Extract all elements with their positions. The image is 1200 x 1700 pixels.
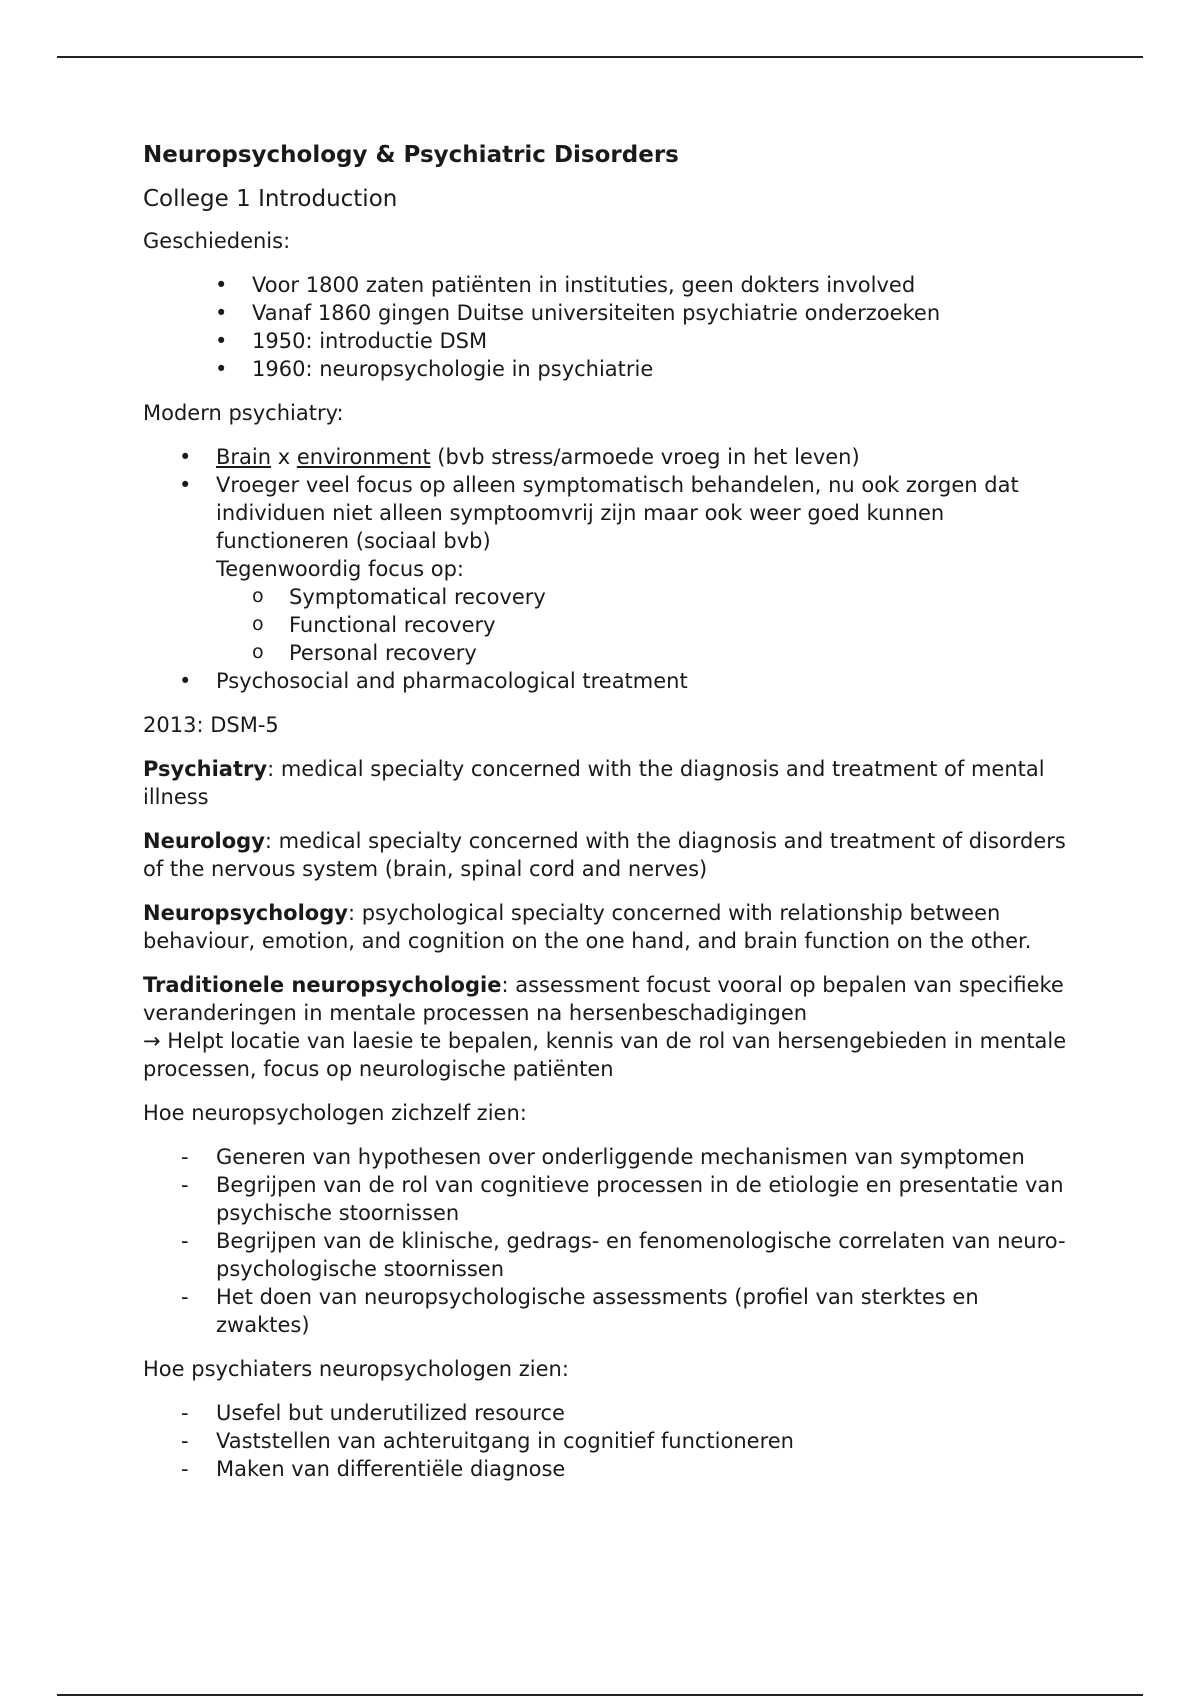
top-rule bbox=[57, 56, 1143, 58]
definition-note: → Helpt locatie van laesie te bepalen, kennis van de rol van hersengebieden in mentale processen, focus op neurologische patiënten bbox=[143, 1029, 1067, 1081]
definition-neurology bbox=[143, 827, 1073, 883]
list-item: - Begrijpen van de rol van cognitieve processen in de etiologie en presentatie van psychische stoornissen bbox=[143, 1171, 1073, 1227]
brain-term: Brain bbox=[216, 445, 272, 469]
list-item: - Begrijpen van de klinische, gedrags- en fenomenologische correlaten van neuro-psychologische stoornissen bbox=[143, 1227, 1073, 1283]
times-sign: x bbox=[271, 445, 297, 469]
dsm-line: 2013: DSM-5 bbox=[143, 713, 279, 737]
modern-list bbox=[143, 443, 1073, 695]
history-heading: Geschiedenis: bbox=[143, 229, 291, 253]
self-view-heading: Hoe neuropsychologen zichzelf zien: bbox=[143, 1101, 527, 1125]
list-item-text: (bvb stress/armoede vroeg in het leven) bbox=[430, 445, 860, 469]
list-item: - Usefel but underutilized resource bbox=[143, 1399, 1073, 1427]
modern-heading: Modern psychiatry: bbox=[143, 401, 344, 425]
definition-text: : medical specialty concerned with the diagnosis and treatment of mental illness bbox=[143, 757, 1045, 809]
history-list bbox=[143, 271, 1073, 383]
list-item: - Generen van hypothesen over onderliggende mechanismen van symptomen bbox=[143, 1143, 1073, 1171]
lecture-title: College 1 Introduction bbox=[143, 186, 398, 212]
psych-view-heading: Hoe psychiaters neuropsychologen zien: bbox=[143, 1357, 569, 1381]
list-item: o Personal recovery bbox=[216, 639, 1073, 667]
definition-traditional bbox=[143, 971, 1073, 1083]
list-item: - Het doen van neuropsychologische assessments (profiel van sterktes en zwaktes) bbox=[143, 1283, 1073, 1339]
psych-view-list bbox=[143, 1399, 1073, 1483]
environment-term: environment bbox=[296, 445, 431, 469]
list-item-text: • Vroeger veel focus op alleen symptomatisch behandelen, nu ook zorgen dat individuen niet alleen symptoomvrij zijn maar ook weer goed kunnen functioneren (sociaal bvb) bbox=[216, 473, 1019, 553]
list-item bbox=[143, 443, 1073, 471]
list-item-subheading: Tegenwoordig focus op: bbox=[216, 557, 465, 581]
definition-term: Neurology bbox=[143, 829, 265, 853]
definition-term: Traditionele neuropsychologie bbox=[143, 973, 502, 997]
list-item: - Vaststellen van achteruitgang in cognitief functioneren bbox=[143, 1427, 1073, 1455]
definition-text: : assessment focust vooral op bepalen van specifieke veranderingen in mentale processen na hersenbeschadigingen bbox=[143, 973, 1064, 1025]
list-item: - Maken van differentiële diagnose bbox=[143, 1455, 1073, 1483]
definition-term: Neuropsychology bbox=[143, 901, 348, 925]
definition-psychiatry bbox=[143, 755, 1073, 811]
bottom-rule bbox=[57, 1694, 1143, 1696]
list-item bbox=[143, 471, 1073, 667]
definition-text: : psychological specialty concerned with relationship between behaviour, emotion, and cognition on the one hand, and brain function on the other. bbox=[143, 901, 1032, 953]
document-body bbox=[143, 139, 1073, 1499]
definition-neuropsychology bbox=[143, 899, 1073, 955]
list-item: o Functional recovery bbox=[216, 611, 1073, 639]
recovery-list bbox=[216, 583, 1073, 667]
list-item: • Vanaf 1860 gingen Duitse universiteiten psychiatrie onderzoeken bbox=[143, 299, 1073, 327]
list-item: • Voor 1800 zaten patiënten in instituties, geen dokters involved bbox=[143, 271, 1073, 299]
list-item: • 1950: introductie DSM bbox=[143, 327, 1073, 355]
list-item: o Symptomatical recovery bbox=[216, 583, 1073, 611]
list-item: • Psychosocial and pharmacological treatment bbox=[143, 667, 1073, 695]
definition-text: : medical specialty concerned with the diagnosis and treatment of disorders of the nervous system (brain, spinal cord and nerves) bbox=[143, 829, 1066, 881]
list-item: • 1960: neuropsychologie in psychiatrie bbox=[143, 355, 1073, 383]
self-view-list bbox=[143, 1143, 1073, 1339]
definition-term: Psychiatry bbox=[143, 757, 268, 781]
document-title: Neuropsychology & Psychiatric Disorders bbox=[143, 142, 679, 168]
